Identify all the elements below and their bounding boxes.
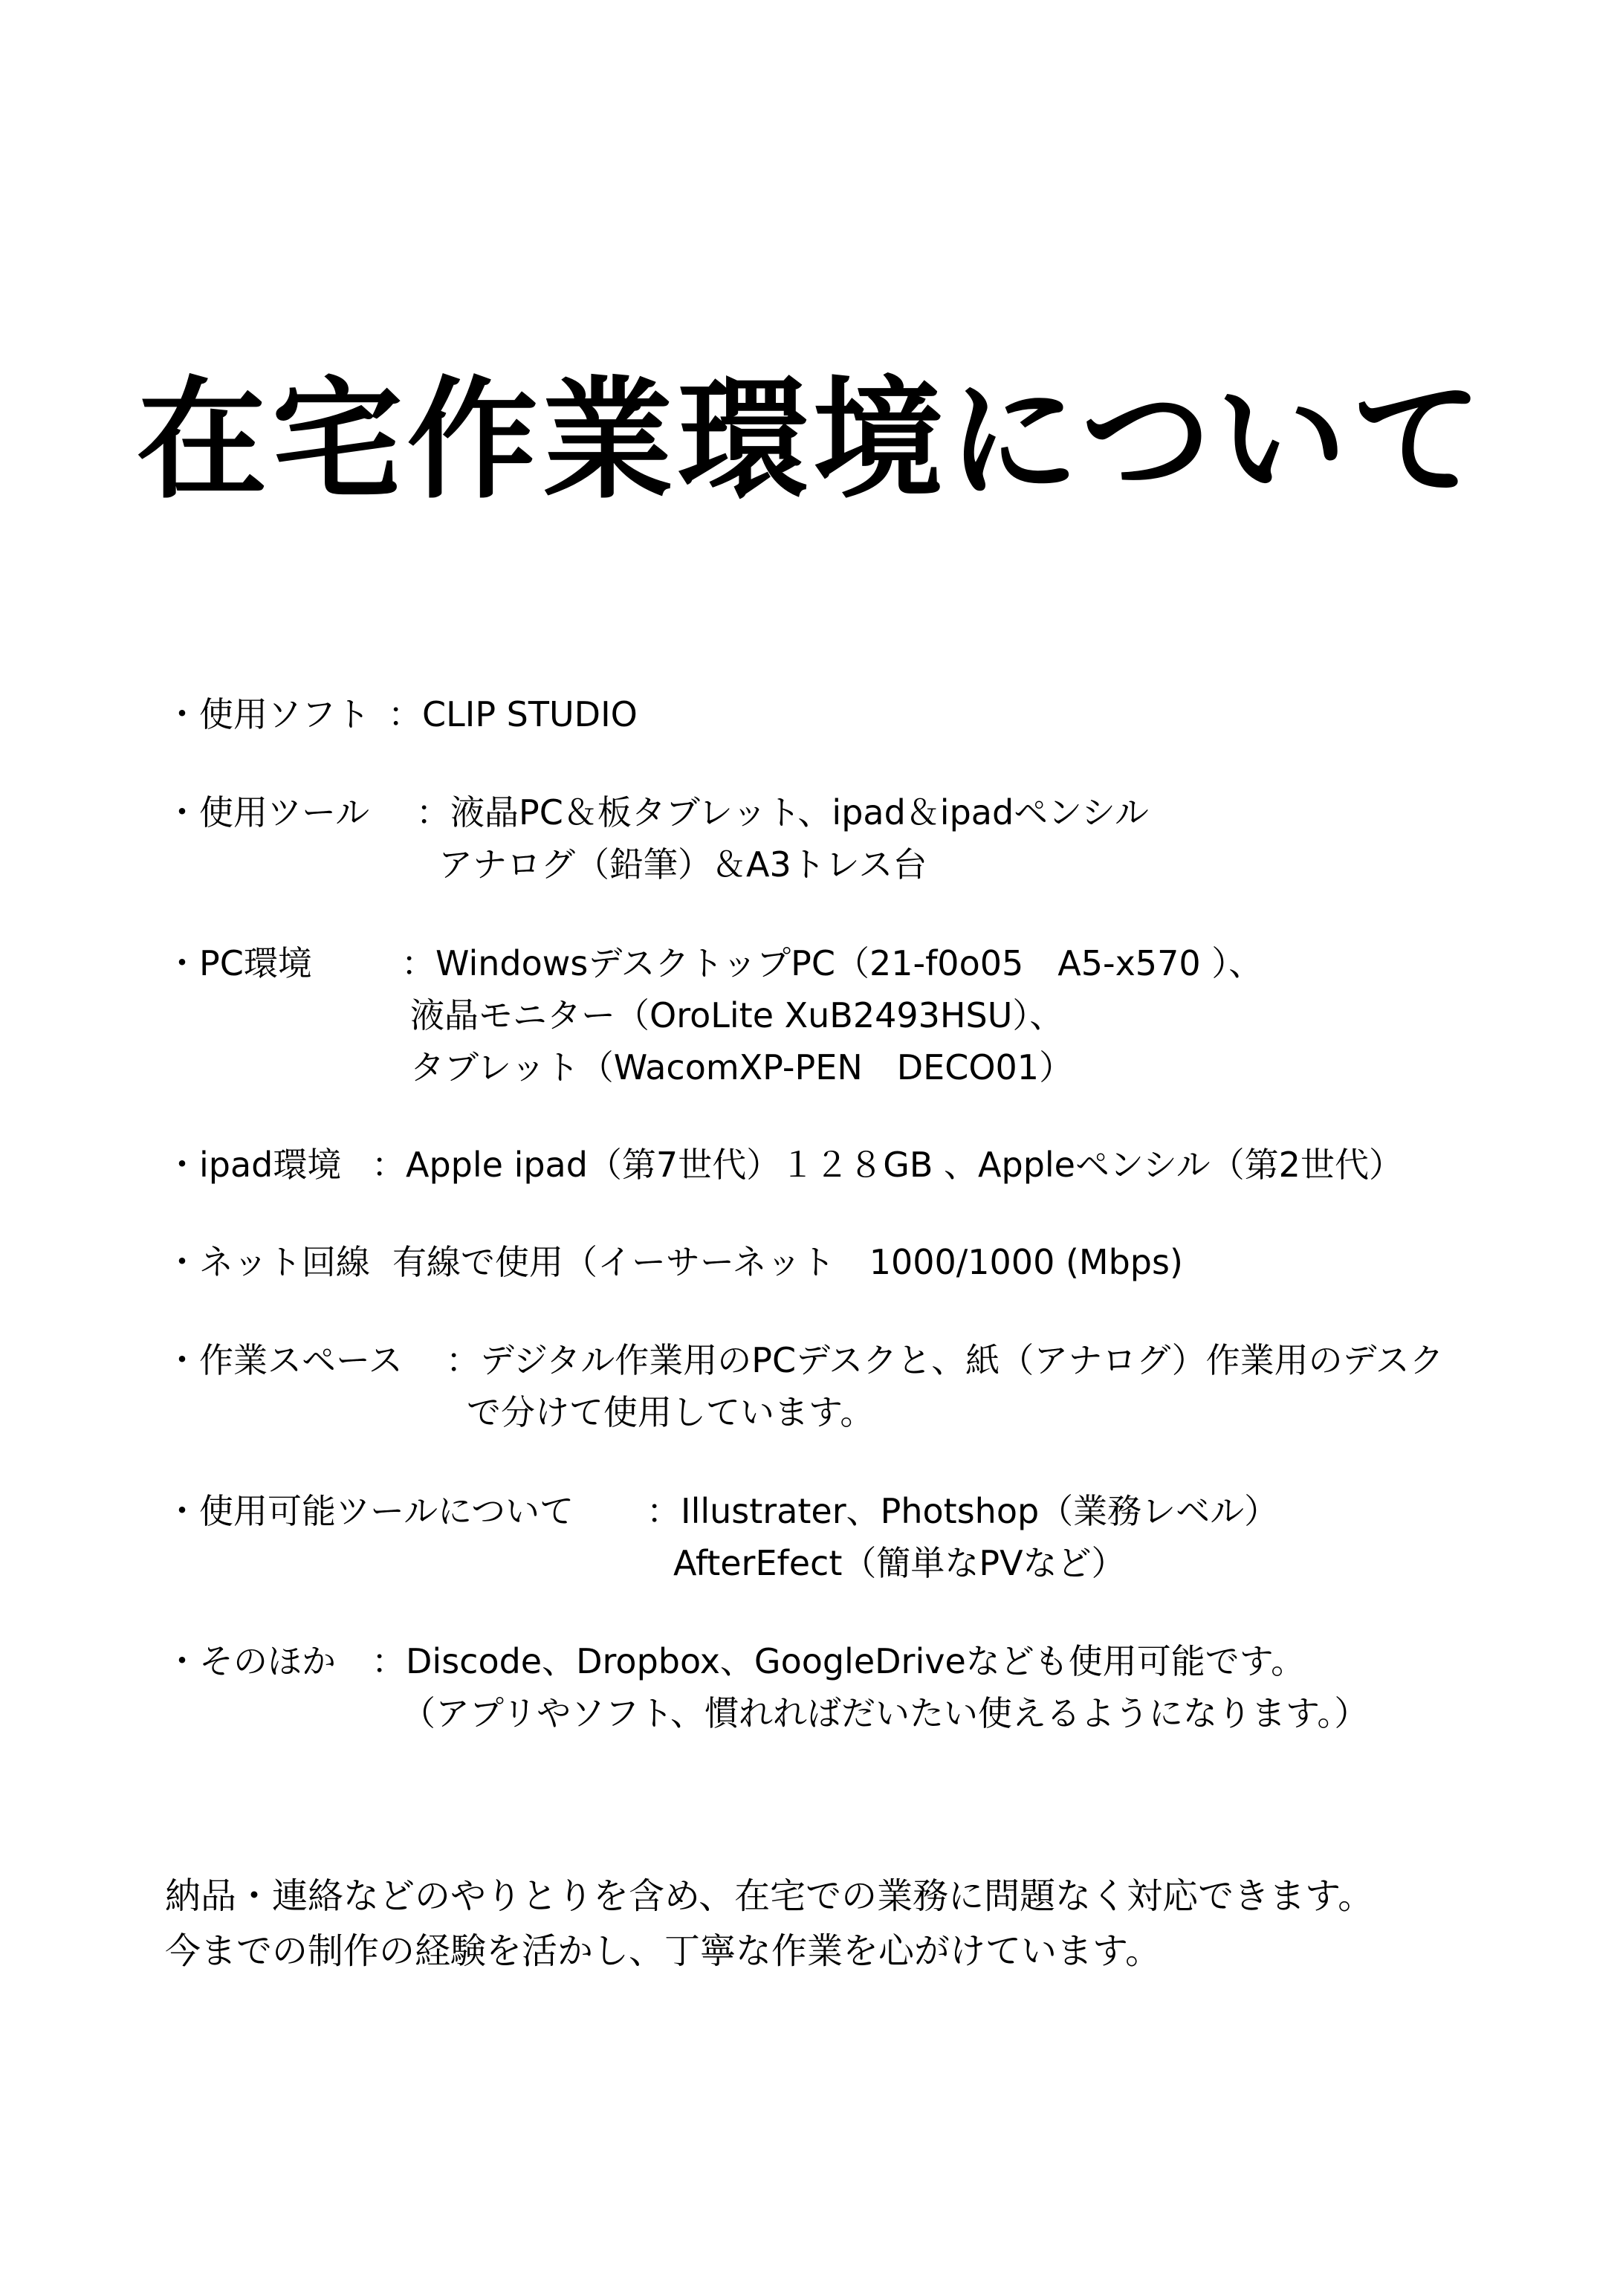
item-tools-value: ：液晶PC＆板タブレット、ipad＆ipadペンシル xyxy=(416,792,1149,832)
item-pc-label: ・PC環境 xyxy=(165,943,312,983)
item-usable-tools-value-2: AfterEfect（簡単なPVなど） xyxy=(673,1543,1126,1583)
item-pc-value-2: 液晶モニター（OroLite XuB2493HSU）、 xyxy=(410,995,1064,1035)
item-tools-label: ・使用ツール xyxy=(165,792,370,832)
closing-line-2: 今までの制作の経験を活かし、丁寧な作業を心がけています。 xyxy=(165,1930,1162,1972)
item-ipad-value: ：Apple ipad（第7世代）１２８GB 、Appleペンシル（第2世代） xyxy=(372,1145,1403,1185)
item-usable-tools-value: ：Illustrater、Photshop（業務レベル） xyxy=(647,1491,1279,1531)
item-space-label: ・作業スペース xyxy=(165,1340,403,1380)
item-space-value-2: で分けて使用しています。 xyxy=(467,1392,875,1432)
item-tools-value-2: アナログ（鉛筆）＆A3トレス台 xyxy=(438,844,927,885)
item-ipad-label: ・ipad環境 xyxy=(165,1145,342,1185)
item-other-value: ：Discode、Dropbox、GoogleDriveなども使用可能です。 xyxy=(372,1641,1306,1681)
item-other-label: ・そのほか xyxy=(165,1641,336,1681)
item-pc-value-3: タブレット（WacomXP-PEN DECO01） xyxy=(410,1047,1074,1087)
item-usable-tools-label: ・使用可能ツールについて xyxy=(165,1491,574,1531)
closing-line-1: 納品・連絡などのやりとりを含め、在宅での業務に問題なく対応できます。 xyxy=(165,1875,1374,1917)
item-other-value-2: （アプリやソフト、慣れればだいたい使えるようになります。） xyxy=(401,1693,1369,1733)
item-network-label: ・ネット回線 xyxy=(165,1242,370,1282)
item-software-value: ：CLIP STUDIO xyxy=(388,694,638,734)
item-space-value: ：デジタル作業用のPCデスクと、紙（アナログ）作業用のデスク xyxy=(446,1340,1444,1380)
item-pc-value: ：WindowsデスクトップPC（21-f0o05 A5-x570 ）、 xyxy=(401,943,1263,983)
item-network-value: 有線で使用（イーサーネット 1000/1000 (Mbps) xyxy=(392,1242,1183,1282)
page-title: 在宅作業環境について xyxy=(136,364,1487,517)
item-software-label: ・使用ソフト xyxy=(165,694,370,734)
